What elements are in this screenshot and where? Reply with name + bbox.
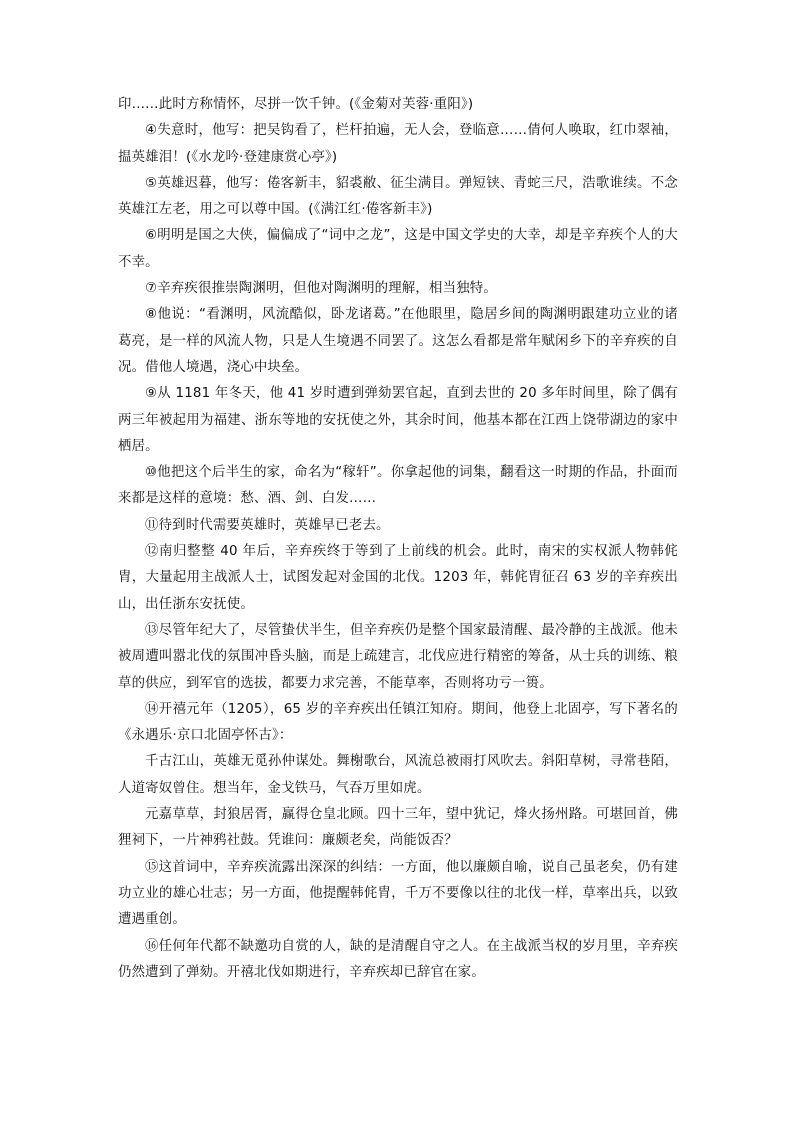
paragraph-15: ⑮这首词中，辛弃疾流露出深深的纠结：一方面，他以廉颇自喻，说自己虽老矣，仍有建功立业的雄心壮志；另一方面，他提醒韩侂胄，千万不要像以往的北伐一样，草率出兵，以致遭遇重创。 [118,859,678,928]
paragraph-continuation: 印……此时方称情怀，尽拼一饮千钟。(《金菊对芙蓉·重阳》) [118,97,474,112]
poem-stanza-2: 元嘉草草，封狼居胥，赢得仓皇北顾。四十三年，望中犹记，烽火扬州路。可堪回首，佛狸祠下，一片神鸦社鼓。凭谁问：廉颇老矣，尚能饭否？ [118,807,678,849]
paragraph-10: ⑩他把这个后半生的家，命名为“稼轩”。你拿起他的词集，翻看这一时期的作品，扑面而来都是这样的意境：愁、酒、剑、白发…… [118,465,678,507]
paragraph-7: ⑦辛弃疾很推崇陶渊明，但他对陶渊明的理解，相当独特。 [145,281,497,297]
paragraph-5: ⑤英雄迟暮，他写：倦客新丰，貂裘敝、征尘满目。弹短铗、青蛇三尺，浩歌谁续。不念英雄江左老，用之可以尊中国。(《满江红·倦客新丰》) [118,175,678,218]
paragraph-6: ⑥明明是国之大侠，偏偏成了“词中之龙”，这是中国文学史的大幸，却是辛弃疾个人的大不幸。 [118,228,678,270]
paragraph-11: ⑪待到时代需要英雄时，英雄早已老去。 [145,517,390,533]
article-body [118,92,678,986]
paragraph-9: ⑨从 1181 年冬天，他 41 岁时遭到弹劾罢官起，直到去世的 20 多年时间里，除了偶有两三年被起用为福建、浙东等地的安抚使之外，其余时间，他基本都在江西上饶带湖边的家中栖居。 [118,386,678,454]
paragraph-16: ⑯任何年代都不缺邀功自赏的人，缺的是清醒自守之人。在主战派当权的岁月里，辛弃疾仍然遭到了弹劾。开禧北伐如期进行，辛弃疾却已辞官在家。 [118,938,678,980]
poem-stanza-1: 千古江山，英雄无觅孙仲谋处。舞榭歌台，风流总被雨打风吹去。斜阳草树，寻常巷陌，人道寄奴曾住。想当年，金戈铁马，气吞万里如虎。 [118,754,678,796]
paragraph-4: ④失意时，他写：把吴钩看了，栏杆拍遍，无人会，登临意……倩何人唤取，红巾翠袖，揾英雄泪！(《水龙吟·登建康赏心亭》) [118,123,678,165]
paragraph-12: ⑫南归整整 40 年后，辛弃疾终于等到了上前线的机会。此时，南宋的实权派人物韩侂胄，大量起用主战派人士，试图发起对金国的北伐。1203 年，韩侂胄征召 63 岁的辛弃疾出山，出任浙东安抚使。 [118,544,678,612]
paragraph-14: ⑭开禧元年（1205），65 岁的辛弃疾出任镇江知府。期间，他登上北固亭，写下著名的《永遇乐·京口北固亭怀古》： [118,701,678,744]
paragraph-8: ⑧他说：“看渊明，风流酷似，卧龙诸葛。”在他眼里，隐居乡间的陶渊明跟建功立业的诸葛亮，是一样的风流人物，只是人生境遇不同罢了。这怎么看都是常年赋闲乡下的辛弃疾的自况。借他人境遇，浇心中块垒。 [118,307,678,375]
paragraph-13: ⑬尽管年纪大了，尽管蛰伏半生，但辛弃疾仍是整个国家最清醒、最冷静的主战派。他未被周遭叫嚣北伐的氛围冲昏头脑，而是上疏建言，北伐应进行精密的筹备，从士兵的训练、粮草的供应，到军官的选拔，都要力求完善，不能草率，否则将功亏一篑。 [118,622,678,691]
